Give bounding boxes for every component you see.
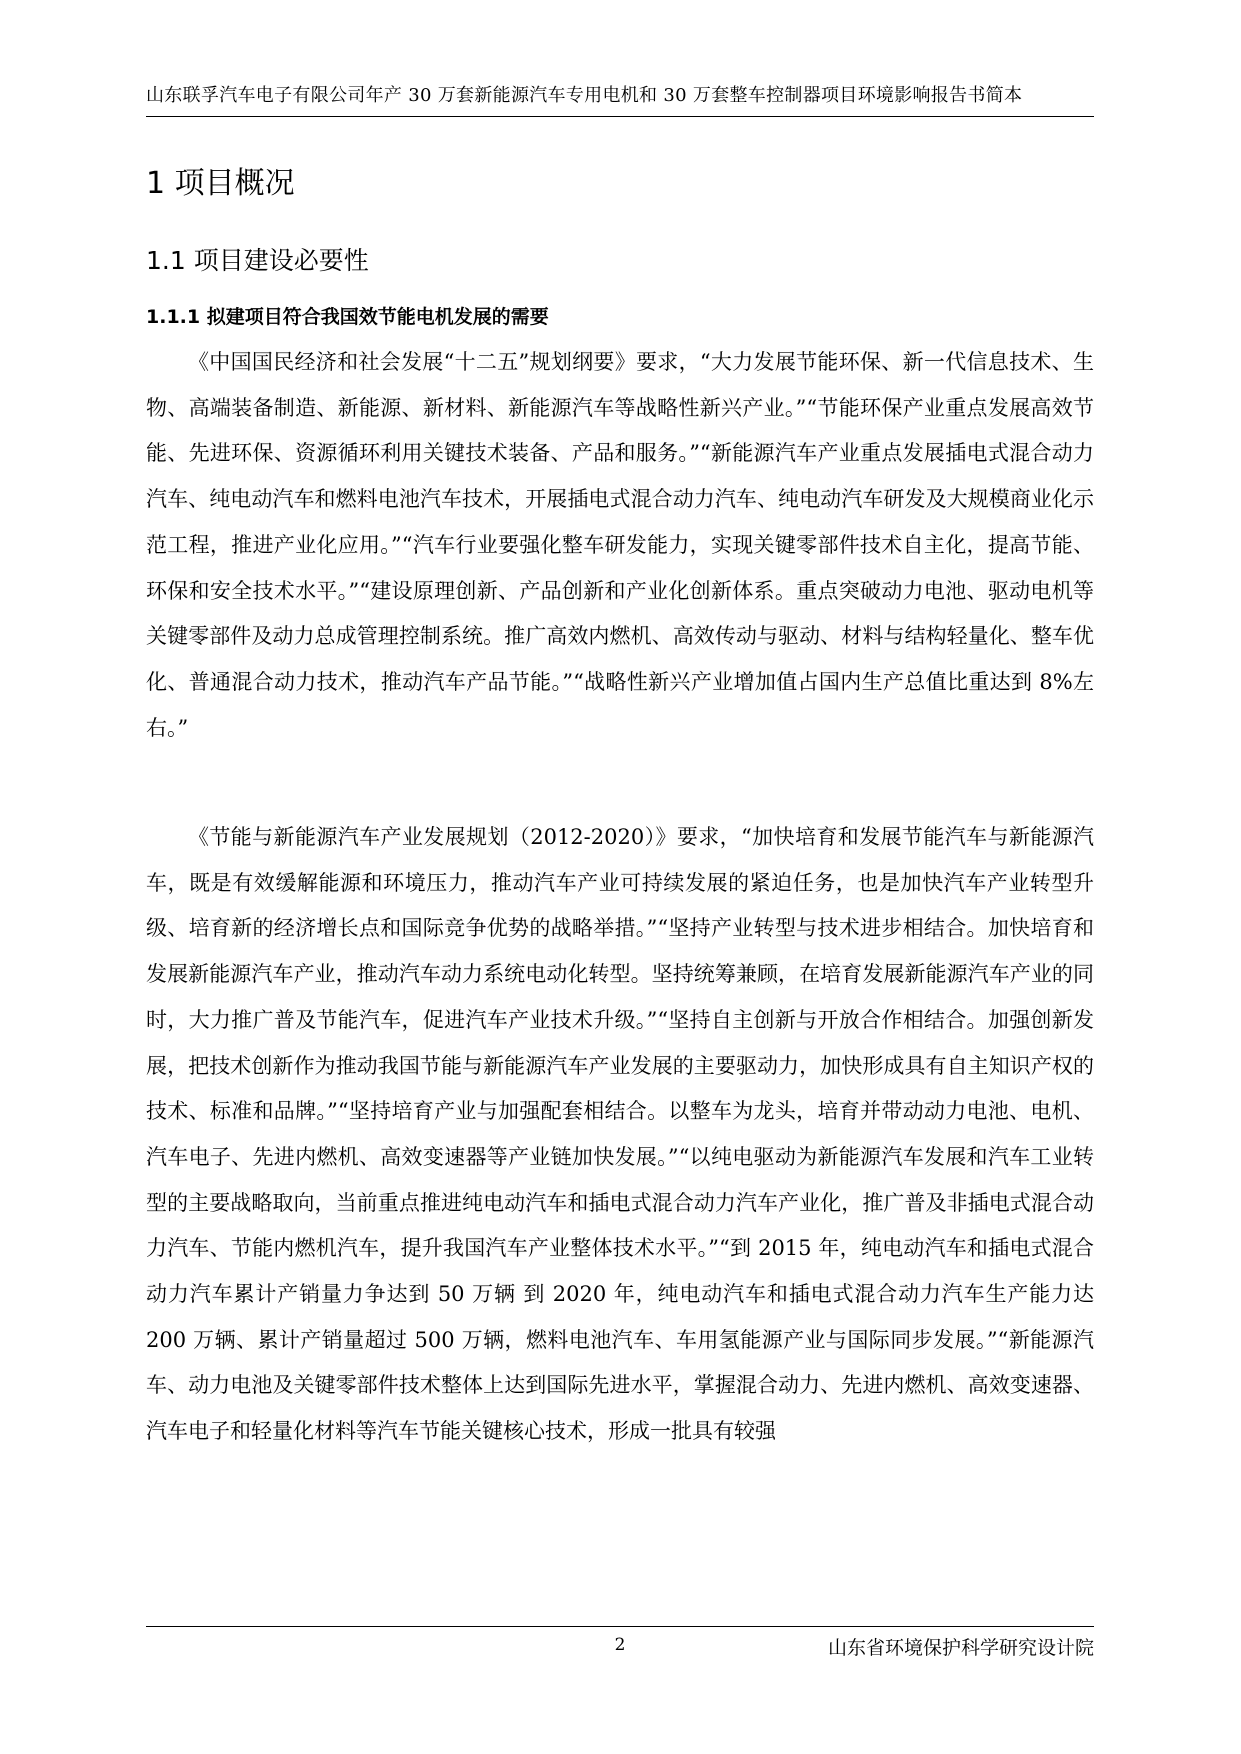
page-number: 2 bbox=[614, 1635, 626, 1655]
footer-divider bbox=[146, 1626, 1094, 1627]
running-header: 山东联孚汽车电子有限公司年产 30 万套新能源汽车专用电机和 30 万套整车控制器项目环境影响报告书简本 bbox=[146, 85, 1023, 106]
section-heading: 1.1 项目建设必要性 bbox=[146, 246, 369, 275]
chapter-heading: 1 项目概况 bbox=[146, 166, 295, 201]
body-paragraph: 《中国国民经济和社会发展“十二五”规划纲要》要求，“大力发展节能环保、新一代信息技术、生物、高端装备制造、新能源、新材料、新能源汽车等战略性新兴产业。”“节能环保产业重点发展高效节能、先进环保、资源循环利用关键技术装备、产品和服务。”“新能源汽车产业重点发展插电式混合动力汽车、纯电动汽车和燃料电池汽车技术，开展插电式混合动力汽车、纯电动汽车研发及大规模商业化示范工程，推进产业化应用。”“汽车行业要强化整车研发能力，实现关键零部件技术自主化，提高节能、环保和安全技术水平。”“建设原理创新、产品创新和产业化创新体系。重点突破动力电池、驱动电机等关键零部件及动力总成管理控制系统。推广高效内燃机、高效传动与驱动、材料与结构轻量化、整车优化、普通混合动力技术，推动汽车产品节能。”“战略性新兴产业增加值占国内生产总值比重达到 8%左右。” bbox=[146, 350, 1094, 740]
header-divider bbox=[146, 116, 1094, 117]
body-paragraph: 《节能与新能源汽车产业发展规划（2012-2020）》要求，“加快培育和发展节能汽车与新能源汽车，既是有效缓解能源和环境压力，推动汽车产业可持续发展的紧迫任务，也是加快汽车产业转型升级、培育新的经济增长点和国际竞争优势的战略举措。”“坚持产业转型与技术进步相结合。加快培育和发展新能源汽车产业，推动汽车动力系统电动化转型。坚持统筹兼顾，在培育发展新能源汽车产业的同时，大力推广普及节能汽车，促进汽车产业技术升级。”“坚持自主创新与开放合作相结合。加强创新发展，把技术创新作为推动我国节能与新能源汽车产业发展的主要驱动力，加快形成具有自主知识产权的技术、标准和品牌。”“坚持培育产业与加强配套相结合。以整车为龙头，培育并带动动力电池、电机、汽车电子、先进内燃机、高效变速器等产业链加快发展。”“以纯电驱动为新能源汽车发展和汽车工业转型的主要战略取向，当前重点推进纯电动汽车和插电式混合动力汽车产业化，推广普及非插电式混合动力汽车、节能内燃机汽车，提升我国汽车产业整体技术水平。”“到 2015 年，纯电动汽车和插电式混合动力汽车累计产销量力争达到 50 万辆 到 2020 年，纯电动汽车和插电式混合动力汽车生产能力达 200 万辆、累计产销量超过 500 万辆，燃料电池汽车、车用氢能源产业与国际同步发展。”“新能源汽车、动力电池及关键零部件技术整体上达到国际先进水平，掌握混合动力、先进内燃机、高效变速器、汽车电子和轻量化材料等汽车节能关键核心技术，形成一批具有较强 bbox=[146, 825, 1094, 1444]
footer-organization: 山东省环境保护科学研究设计院 bbox=[827, 1637, 1094, 1659]
subsection-heading: 1.1.1 拟建项目符合我国效节能电机发展的需要 bbox=[146, 306, 549, 328]
